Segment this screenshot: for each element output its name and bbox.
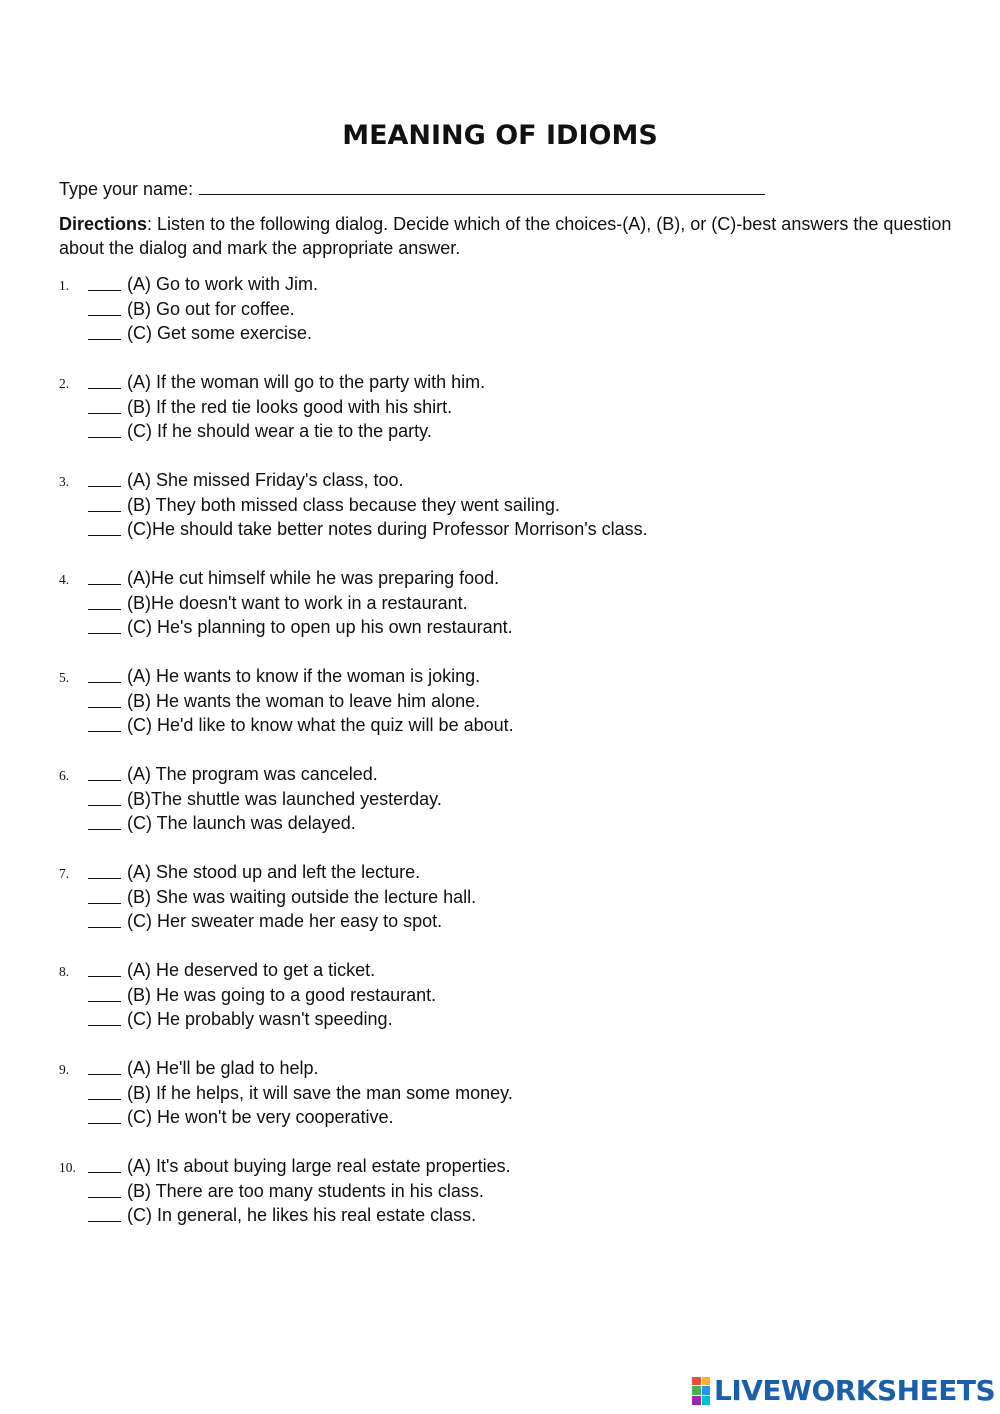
option-text: (C) Get some exercise.: [127, 323, 313, 343]
answer-option: [59, 592, 959, 617]
answer-blank[interactable]: [88, 911, 121, 928]
answer-option: [59, 322, 959, 347]
answer-option: [59, 788, 959, 813]
option-text: (C) He won't be very cooperative.: [127, 1107, 394, 1127]
answer-blank[interactable]: [88, 764, 121, 781]
name-prompt: Type your name:: [59, 179, 194, 199]
answer-blank[interactable]: [88, 299, 121, 316]
name-input[interactable]: [199, 176, 765, 195]
answer-option: [59, 396, 959, 421]
answer-blank[interactable]: [88, 985, 121, 1002]
option-text: (A) He'll be glad to help.: [127, 1058, 319, 1078]
option-text: (A) It's about buying large real estate properties.: [127, 1156, 511, 1176]
answer-option: [59, 494, 959, 519]
option-text: (A) He deserved to get a ticket.: [127, 960, 376, 980]
answer-option: [59, 273, 959, 298]
question-item: [59, 1155, 959, 1229]
answer-blank[interactable]: [88, 789, 121, 806]
answer-blank[interactable]: [88, 1181, 121, 1198]
answer-blank[interactable]: [88, 519, 121, 536]
logo-mark-square: [702, 1377, 711, 1386]
answer-option: [59, 1106, 959, 1131]
answer-option: [59, 959, 959, 984]
question-item: [59, 567, 959, 641]
name-row: [59, 176, 765, 200]
answer-option: [59, 665, 959, 690]
question-item: [59, 959, 959, 1033]
answer-blank[interactable]: [88, 1083, 121, 1100]
answer-option: [59, 690, 959, 715]
logo-mark-square: [702, 1396, 711, 1405]
question-item: [59, 1057, 959, 1131]
answer-option: [59, 984, 959, 1009]
option-text: (C) In general, he likes his real estate class.: [127, 1205, 477, 1225]
answer-option: [59, 469, 959, 494]
question-number: 6.: [59, 768, 70, 783]
answer-option: [59, 812, 959, 837]
option-text: (C) He's planning to open up his own restaurant.: [127, 617, 513, 637]
directions: [59, 212, 959, 260]
question-item: [59, 273, 959, 347]
page-title: MEANING OF IDIOMS: [342, 120, 658, 151]
question-list: [59, 273, 959, 1253]
answer-option: [59, 298, 959, 323]
option-text: (B)The shuttle was launched yesterday.: [127, 788, 442, 809]
question-number: 10.: [59, 1160, 76, 1175]
answer-blank[interactable]: [88, 666, 121, 683]
option-text: (A) She stood up and left the lecture.: [127, 862, 421, 882]
question-number: 1.: [59, 278, 70, 293]
answer-option: [59, 886, 959, 911]
option-text: (B) If the red tie looks good with his shirt.: [127, 396, 453, 417]
answer-option: [59, 1204, 959, 1229]
question-item: [59, 371, 959, 445]
question-number: 4.: [59, 572, 70, 587]
question-number: 2.: [59, 376, 70, 391]
logo-mark-square: [692, 1396, 701, 1405]
question-number: 9.: [59, 1062, 70, 1077]
answer-blank[interactable]: [88, 617, 121, 634]
option-text: (A) If the woman will go to the party with him.: [127, 372, 486, 392]
answer-blank[interactable]: [88, 274, 121, 291]
answer-blank[interactable]: [88, 593, 121, 610]
answer-blank[interactable]: [88, 813, 121, 830]
answer-option: [59, 518, 959, 543]
option-text: (B) He wants the woman to leave him alone.: [127, 690, 481, 711]
question-number: 8.: [59, 964, 70, 979]
answer-option: [59, 1057, 959, 1082]
option-text: (A) She missed Friday's class, too.: [127, 470, 404, 490]
option-text: (B) They both missed class because they went sailing.: [127, 494, 560, 515]
option-text: (C) If he should wear a tie to the party.: [127, 421, 432, 441]
option-text: (B)He doesn't want to work in a restaurant.: [127, 592, 468, 613]
question-item: [59, 763, 959, 837]
answer-blank[interactable]: [88, 691, 121, 708]
answer-option: [59, 861, 959, 886]
directions-text: : Listen to the following dialog. Decide which of the choices-(A), (B), or (C)-best answers the question about the dialog and mark the appropriate answer.: [59, 214, 952, 258]
option-text: (A) The program was canceled.: [127, 764, 378, 784]
answer-blank[interactable]: [88, 470, 121, 487]
answer-blank[interactable]: [88, 862, 121, 879]
answer-blank[interactable]: [88, 1009, 121, 1026]
answer-option: [59, 910, 959, 935]
option-text: (C)He should take better notes during Professor Morrison's class.: [127, 519, 648, 539]
answer-option: [59, 371, 959, 396]
option-text: (B) She was waiting outside the lecture hall.: [127, 886, 477, 907]
answer-blank[interactable]: [88, 568, 121, 585]
logo-mark-icon: [692, 1377, 710, 1405]
logo-text: LIVEWORKSHEETS: [714, 1374, 996, 1407]
option-text: (A) He wants to know if the woman is joking.: [127, 666, 481, 686]
answer-blank[interactable]: [88, 421, 121, 438]
logo-mark-square: [692, 1377, 701, 1386]
question-item: [59, 861, 959, 935]
answer-option: [59, 567, 959, 592]
answer-option: [59, 763, 959, 788]
answer-option: [59, 616, 959, 641]
answer-blank[interactable]: [88, 715, 121, 732]
answer-blank[interactable]: [88, 495, 121, 512]
option-text: (C) The launch was delayed.: [127, 813, 356, 833]
answer-blank[interactable]: [88, 372, 121, 389]
answer-blank[interactable]: [88, 323, 121, 340]
question-number: 5.: [59, 670, 70, 685]
answer-blank[interactable]: [88, 1156, 121, 1173]
liveworksheets-logo: [692, 1374, 995, 1407]
option-text: (C) He'd like to know what the quiz will be about.: [127, 715, 514, 735]
question-item: [59, 469, 959, 543]
logo-mark-square: [692, 1386, 701, 1395]
question-number: 3.: [59, 474, 70, 489]
option-text: (C) Her sweater made her easy to spot.: [127, 911, 443, 931]
answer-option: [59, 1155, 959, 1180]
answer-option: [59, 1082, 959, 1107]
answer-blank[interactable]: [88, 1205, 121, 1222]
option-text: (B) There are too many students in his class.: [127, 1180, 484, 1201]
option-text: (B) Go out for coffee.: [127, 298, 295, 319]
question-number: 7.: [59, 866, 70, 881]
answer-option: [59, 1008, 959, 1033]
option-text: (B) If he helps, it will save the man some money.: [127, 1082, 513, 1103]
answer-blank[interactable]: [88, 1107, 121, 1124]
option-text: (C) He probably wasn't speeding.: [127, 1009, 393, 1029]
option-text: (A)He cut himself while he was preparing food.: [127, 568, 500, 588]
answer-blank[interactable]: [88, 1058, 121, 1075]
answer-option: [59, 420, 959, 445]
option-text: (A) Go to work with Jim.: [127, 274, 319, 294]
answer-blank[interactable]: [88, 397, 121, 414]
logo-mark-square: [702, 1386, 711, 1395]
question-item: [59, 665, 959, 739]
answer-blank[interactable]: [88, 887, 121, 904]
answer-option: [59, 714, 959, 739]
answer-option: [59, 1180, 959, 1205]
answer-blank[interactable]: [88, 960, 121, 977]
directions-label: Directions: [59, 214, 148, 234]
option-text: (B) He was going to a good restaurant.: [127, 984, 437, 1005]
